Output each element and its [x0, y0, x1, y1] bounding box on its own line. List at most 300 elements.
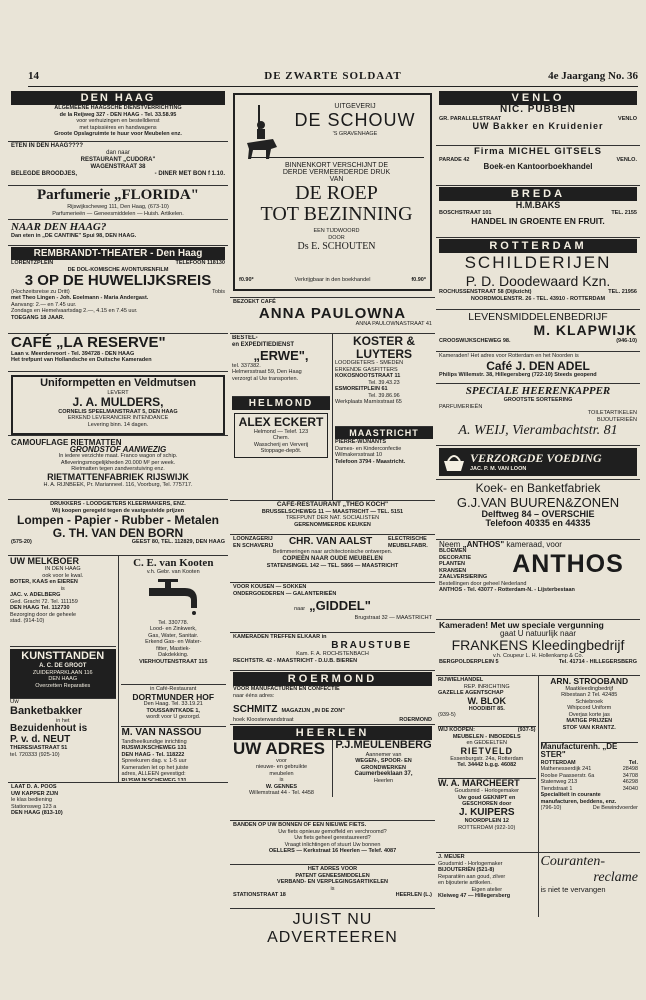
- ad-van-nassou: [121, 727, 227, 781]
- ad-neut: [10, 699, 116, 773]
- ad-line: Kam. F. A. ROCHSTENBACH: [296, 651, 369, 657]
- ad-line: BIJOUTERIËN (521-8): [438, 867, 495, 873]
- ad-line: KOKOSNOOTSTRAAT 11: [335, 373, 401, 380]
- ad-line: Goudsmid - Horlogemaker: [454, 788, 519, 795]
- ad-line: Roolse Paasserstr. 6a: [540, 772, 595, 779]
- ad-line: wordt voor U gezorgd.: [146, 714, 201, 721]
- ad-line: Groote Opslagruimte te huur voor Meubelen enz.: [54, 131, 182, 137]
- ad-line: LAAT D. A. POOS: [11, 784, 57, 790]
- ad-line: Goudsmid - Horlogemaker: [438, 860, 503, 867]
- ad-line: voor verhuizingen en bestelldienst: [76, 118, 160, 124]
- ad-line: BEZOEKT CAFÉ: [233, 299, 276, 305]
- ad-line: WAGENSTRAAT 38: [90, 164, 146, 170]
- ad-line: TREFPUNT DER NAT. SOCIALISTEN: [285, 515, 380, 521]
- ad-line: CROOSWIJKSCHEWEG 98.: [439, 337, 511, 344]
- ad-heading: CHR. VAN AALST: [288, 536, 373, 548]
- ad-line: J. MEIJER: [438, 854, 465, 860]
- ad-strooband: [541, 677, 639, 743]
- ad-line: Het trefpunt van Hollandsche en Duitsche Kameraden: [11, 357, 152, 364]
- faucet-icon: [143, 578, 203, 618]
- ad-line: VERBAND- EN VERPLEGINGSARTIKELEN: [277, 879, 388, 885]
- ad-heading: G. TH. VAN DEN BORN: [52, 525, 184, 540]
- ad-line: met tapissières en handwagens: [79, 124, 157, 131]
- ad-line: RESTAURANT „CUDORA": [80, 157, 156, 163]
- ad-line: ERKENDE GASFITTERS: [335, 366, 398, 373]
- ad-heading: SPECIALE HEERENKAPPER: [465, 385, 611, 397]
- ad-heading: Manufacturenh. „DE STER": [540, 743, 618, 760]
- ad-line: Helmersstraat 59, Den Haag: [232, 369, 302, 376]
- ad-line: ROTTERDAM (922-10): [458, 824, 516, 831]
- ad-line: is: [60, 585, 65, 592]
- ad-van-kooten: [121, 557, 227, 685]
- ad-heading: W. BLOK: [467, 695, 506, 706]
- author-name: Ds E. SCHOUTEN: [297, 241, 376, 252]
- ad-line: DEN HAAG (813-10): [11, 810, 63, 816]
- ad-heading: DORTMUNDER HOF: [132, 691, 215, 702]
- ad-line: KRANSEN: [439, 567, 467, 574]
- banner-heerlen: HEERLEN: [233, 726, 432, 740]
- column-middle: [230, 90, 435, 947]
- ad-line: Bestellingen door geheel Nederland: [439, 580, 527, 587]
- ad-line: TOUSSAINTKADE 1,: [146, 707, 200, 714]
- ad-line: DECORATIE: [439, 554, 471, 561]
- ad-line: Kameraden let op het juiste: [121, 764, 189, 771]
- ad-line: GESCHOREN door: [462, 801, 512, 808]
- ad-line: H. A. RIJNBEEK, Pr. Marianneel. 116, Voorburg, Tel. 775717.: [43, 481, 193, 488]
- footer-slogan: JUIST NU ADVERTEEREN: [267, 911, 398, 946]
- ad-line: Aannemer van: [365, 751, 402, 758]
- ad-heading: RIETVELD: [460, 745, 513, 756]
- ad-baks: [436, 186, 640, 238]
- ad-line: Schiebroek: [575, 698, 604, 705]
- ad-braustube: [230, 633, 435, 671]
- ad-line: ONDERGOEDEREN — GALANTERIEËN: [233, 590, 337, 597]
- book-title: TOT BEZINNING: [260, 203, 413, 225]
- ad-heading: H.M.BAKS: [515, 200, 561, 210]
- ad-line: Ged. Gracht 72. Tel. 111159: [10, 598, 78, 605]
- ad-heading: Firma MICHEL GITSELS: [473, 146, 603, 157]
- food-basket-icon: [442, 451, 466, 473]
- banner-maastricht: MAASTRICHT: [335, 427, 433, 439]
- ad-line: en bijouterie artikelen.: [438, 880, 492, 886]
- ad-heading: ARN. STROOBAND: [550, 677, 629, 686]
- ad-theo-koch: [230, 501, 435, 535]
- ad-line: COPIEËN NAAR OUDE MEUBELEN: [282, 555, 383, 562]
- ad-line: Rietmatten tegen zandverstuiving enz.: [71, 466, 165, 472]
- ad-weij: [436, 384, 640, 446]
- ad-line: GR. PARALLELSTRAAT: [439, 115, 502, 122]
- ad-de-ster: [541, 743, 639, 847]
- anthos-logo: ANTHOS: [512, 550, 624, 579]
- ad-line: BELEGDE BROODJES,: [11, 171, 78, 177]
- ad-line: Tiendstraat 1: [540, 785, 573, 792]
- ad-line: ROERMOND: [399, 717, 432, 723]
- ad-line: Neem: [439, 540, 461, 549]
- ad-line: WEGEN-, SPOOR- EN: [355, 758, 412, 765]
- ad-line: Wilmakersstraat 10: [335, 452, 383, 458]
- ad-heading: W. A. MARCHEERT: [438, 779, 520, 788]
- ad-line: MEUBELEN - INBOEDELS: [452, 733, 521, 740]
- ad-line: kameraad, voor: [506, 540, 562, 549]
- ad-line: tel. 337382.: [232, 362, 261, 369]
- ad-heading: M. VAN NASSOU: [121, 727, 202, 738]
- ad-van-buuren: [436, 480, 640, 540]
- ad-van-den-born: [8, 500, 228, 556]
- ad-line: hoek Kloosterwandstraat: [233, 717, 294, 723]
- ad-line: BRUSSELSCHEWEG 11 — MAASTRICHT — TEL. 5151: [261, 508, 404, 515]
- ad-line: PLANTEN: [439, 561, 465, 567]
- ad-schmitz: [230, 671, 435, 725]
- ad-line: Dakdekking.: [158, 652, 189, 658]
- ad-meijer: [436, 853, 539, 917]
- ad-line: Dames- en Kinderconfectie: [335, 445, 402, 452]
- ad-line: Levering binn. 14 dagen.: [87, 421, 149, 428]
- ad-line: ELECTRISCHE MEUBELFABR.: [388, 536, 428, 549]
- ad-line: RIJWIELHANDEL: [438, 677, 484, 683]
- ad-koster-luyters: [335, 335, 433, 427]
- column-left: [8, 90, 228, 823]
- ad-line: Uw fiets geheel gerestaureerd?: [294, 835, 371, 841]
- ad-doodewaard: [436, 238, 640, 310]
- ad-line: TEL. 2155: [611, 210, 637, 217]
- ad-line: Eigen atelier: [471, 886, 503, 893]
- ad-line: OELLERS — Kerkstraat 16 Heerlen — Telef. 4087: [268, 848, 397, 854]
- banner-venlo: VENLO: [439, 91, 637, 105]
- ad-line: ANTHOS - Tel. 43077 - Rotterdam-N. - Lijsterbestaan: [439, 587, 575, 593]
- ad-heading: Parfumerie „FLORIDA": [36, 187, 200, 203]
- ad-line: MATIGE PRIJZEN: [566, 718, 613, 725]
- ad-line: CAFÉ-RESTAURANT „THEO KOCH": [276, 501, 389, 508]
- ad-line: HET ADRES VOOR: [307, 866, 358, 872]
- ad-line: ZAALVERSIERING: [439, 574, 488, 580]
- page-number: 14: [28, 70, 39, 82]
- ad-line: BESTEL-: [232, 335, 258, 341]
- ad-erwe: [232, 335, 330, 397]
- ad-line: Caumerbeeklaan 37,: [354, 771, 413, 778]
- ad-de-schouw: [230, 90, 435, 298]
- ad-line: 'S GRAVENHAGE: [332, 131, 378, 137]
- ad-pierre-wijnants: [335, 427, 433, 493]
- ad-line: Mathenesserdijk 241: [540, 766, 592, 773]
- ad-heading: P.J.MEULENBERG: [335, 739, 432, 751]
- ad-camouflage-rietmatten: [8, 438, 228, 500]
- ad-line: (575-20): [11, 539, 32, 546]
- ad-line: Heerlen: [373, 778, 394, 785]
- ad-line: „ANTHOS": [462, 540, 505, 549]
- ad-line: is: [330, 885, 335, 892]
- ad-line: Brugstraat 32 — MAASTRICHT: [354, 615, 432, 621]
- ad-line: Specialiteit in courante: [540, 792, 601, 799]
- ad-line: Ribestaan 2 Tel. 42485: [561, 692, 618, 699]
- ad-line: VAN: [329, 176, 344, 183]
- ad-line: ANNA PAULOWNASTRAAT 41: [355, 321, 432, 328]
- ad-line: BINNENKORT VERSCHIJNT DE: [284, 162, 389, 169]
- ad-line: W. GENNES: [265, 783, 298, 790]
- ad-line: is: [279, 777, 284, 784]
- ad-heading: SCHILDERIJEN: [464, 253, 612, 272]
- ad-heading: ETEN IN DEN HAAG????: [11, 143, 83, 149]
- ad-anna-paulowna: [230, 298, 435, 334]
- ad-line: Helmond — Telef. 123: [253, 428, 309, 435]
- ad-line: Dan eten in „DE CANTINE" Spui 98, DEN HAAG.: [11, 233, 137, 239]
- ad-frankens: [436, 620, 640, 676]
- ad-line: 28498: [622, 766, 638, 773]
- ad-line: NOORDPLEIN 12: [464, 818, 509, 825]
- ad-line: JAC. P. M. VAN LOON: [470, 466, 527, 473]
- ad-line: VENLO: [618, 115, 637, 122]
- ad-gitsels: [436, 146, 640, 186]
- ad-line: Whipcord Uniform: [567, 705, 612, 712]
- ad-line: BLOEMEN: [439, 548, 467, 554]
- ad-line: Wasscherij en Ververij: [253, 441, 309, 448]
- ad-line: v.h. Gebr. van Kooten: [146, 569, 200, 575]
- ad-line: GEEST 80, TEL. 112829, DEN HAAG: [131, 539, 225, 546]
- ad-heading: CAFÉ „LA RESERVE": [11, 334, 166, 351]
- ad-line: Werkplaats Marnixstraat 65: [335, 399, 402, 406]
- ad-verzorgde-voeding: [436, 446, 640, 480]
- ad-line: THERESIASTRAAT 51: [10, 745, 68, 752]
- ad-oellers: [230, 821, 435, 865]
- ad-line: TOEGANG 18 JAAR.: [11, 314, 65, 321]
- ad-line: REP. INRICHTING: [463, 683, 510, 690]
- ad-heading: SCHMITZ: [233, 704, 278, 715]
- ad-heading: FRANKENS Kleedingbedrijf: [451, 636, 625, 653]
- ad-couranten-reclame: [539, 853, 641, 917]
- ad-line: Overjas korte jas: [568, 711, 610, 718]
- ad-line: Statenweg 213: [540, 779, 578, 786]
- ad-cudora: [8, 142, 228, 186]
- ad-line: DEN HAAG - Tel. 118222: [121, 751, 185, 758]
- ad-line: Laan v. Meerdervoort - Tel. 394728 - DEN HAAG: [11, 350, 135, 357]
- ad-line: PIERRE-WIJNANTS: [335, 439, 387, 445]
- price: f0.90*: [411, 276, 426, 283]
- ad-line: dan naar: [106, 150, 130, 156]
- ad-marcheert: [438, 779, 536, 849]
- ad-line: STATENSINGEL 142 — TEL. 5866 — MAASTRICHT: [266, 562, 399, 569]
- ad-heading: KOSTER & LUYTERS: [352, 335, 415, 361]
- ad-heading: „GIDDEL": [309, 598, 371, 613]
- ad-line: GROOTSTE SORTEERING: [503, 397, 573, 403]
- ad-line: 46298: [622, 779, 638, 786]
- ad-line: ERKEND LEVERANCIER INTENDANCE: [67, 415, 169, 422]
- ad-den-adel: [436, 352, 640, 384]
- ad-line: HEERLEN (L.): [395, 892, 432, 898]
- ad-heading: C. E. van Kooten: [133, 557, 214, 569]
- ad-line: nieuwe- en gebruikte: [255, 764, 308, 771]
- publisher-name: DE SCHOUW: [294, 110, 416, 130]
- ad-line: Parfumerieën — Geneesmiddelen — Huish. Artikelen.: [52, 210, 184, 217]
- ad-anthos: [436, 540, 640, 620]
- ad-line: meubelen: [269, 770, 294, 777]
- ad-heading: M. KLAPWIJK: [533, 322, 637, 338]
- ad-line: (937-5): [517, 727, 536, 733]
- ad-heading: 3 OP DE HUWELIJKSREIS: [24, 272, 212, 289]
- ad-line: Philips Willemstr. 38, Hillegersberg (722-10) Steeds geopend: [439, 372, 597, 379]
- ad-heading: UW MELKBOER: [10, 557, 79, 566]
- ad-line: Willemstraat 44 - Tel. 4458: [248, 790, 314, 797]
- ad-heading: RIETMATTENFABRIEK RIJSWIJK: [47, 471, 189, 482]
- ad-line: TELEFOON 118130: [175, 260, 225, 266]
- ad-line: naar: [294, 606, 306, 612]
- ad-line: - DINER MET BON f 1.10.: [154, 171, 225, 177]
- ad-heerlen: [230, 725, 435, 821]
- ad-line: Uw goud GEKNIPT en: [458, 794, 516, 801]
- ad-line: EN SCHAVERIJ: [233, 542, 274, 549]
- ad-line: DOOR: [328, 234, 345, 241]
- ad-line: DRUKKERS - LOODGIETERS KLEERMAKERS, ENZ.: [50, 501, 186, 507]
- ad-line: De Bewindvoerder: [592, 805, 638, 812]
- ad-line: NOORDMOLENSTR. 26 - TEL. 43910 - ROTTERDAM: [470, 295, 606, 302]
- ad-line: ook voor le kwal.: [42, 572, 84, 579]
- ad-klapwijk: [436, 310, 640, 352]
- ad-line: EEN TIJDWOORD: [313, 228, 360, 234]
- ad-heading: KUNSTTANDEN: [21, 650, 105, 662]
- ad-heading: Café J. DEN ADEL: [486, 358, 590, 373]
- ad-heading: VERZORGDE VOEDING: [470, 451, 602, 466]
- ad-line: 34040: [622, 785, 638, 792]
- ad-line: BOSCHSTRAAT 101: [439, 210, 492, 217]
- horseman-logo-icon: [241, 103, 281, 163]
- banner-breda: BREDA: [439, 187, 637, 201]
- ad-line: fitter, Mastiek-: [156, 645, 191, 652]
- ad-line: CORNELIS SPEELMANSTRAAT 5, DEN HAAG: [58, 408, 178, 415]
- ad-line: verzorgt al Uw transporten.: [232, 375, 299, 382]
- column-right: [436, 90, 640, 917]
- ad-line: en GEDEELTEN: [466, 740, 508, 746]
- ad-line: (Hochzeitsreise zu Dritt): [11, 288, 70, 295]
- ad-line: STATIONSTRAAT 18: [233, 892, 286, 898]
- ad-line: Tel.: [628, 759, 638, 766]
- ad-line: met Theo Lingen - Joh. Eoelmann - Maria Andergast.: [11, 295, 149, 302]
- ad-heading: Bezuidenhout is: [10, 723, 88, 735]
- ad-line: Afleveringsmogelijkheden 20.000 M² per week.: [60, 459, 176, 466]
- ad-chr-van-aalst: [230, 535, 435, 583]
- ad-line: HANDEL IN GROENTE EN FRUIT.: [471, 215, 605, 226]
- ad-line: ROTTERDAM: [540, 759, 576, 766]
- ad-line: VENLO.: [616, 156, 637, 163]
- ad-line: (796-10): [540, 805, 562, 812]
- ad-line: Tel. 330778.: [158, 619, 189, 626]
- ad-line: TEL. 21956: [608, 289, 637, 295]
- ad-line: VIERHOUTENSTRAAT 115: [139, 658, 208, 665]
- ad-heading: P. v. d. NEUT: [10, 733, 71, 745]
- ad-line: Kameraden! Het adres voor Rotterdam en het Noorden is: [439, 353, 579, 359]
- ad-blok: [438, 677, 536, 727]
- banner-roermond: ROERMOND: [233, 672, 432, 686]
- ad-line: Den Haag. Tel. 33.19.21: [143, 701, 203, 708]
- ad-line: (939-5): [438, 712, 456, 719]
- ad-heading: UW ADRES: [233, 739, 325, 758]
- ad-line: RIJSWIJKSCHEWEG 131: [121, 777, 187, 781]
- ad-line: STOF VAN KRANTZ.: [562, 724, 616, 731]
- ad-line: Tandheelkundige inrichting: [121, 738, 187, 745]
- ad-line: A. C. DE GROOT: [39, 662, 87, 669]
- ad-line: UW Bakker en Kruidenier: [472, 121, 604, 131]
- ad-heading: NAAR DEN HAAG?: [11, 221, 107, 233]
- ad-line: LOONZAGERIJ: [233, 536, 273, 542]
- newspaper-title: DE ZWARTE SOLDAAT: [264, 70, 402, 82]
- ad-line: KAMERADEN TREFFEN ELKAAR in: [233, 634, 327, 640]
- ad-line: Gas, Water, Sanitair.: [148, 632, 199, 639]
- ad-line: le klas bediening: [11, 797, 52, 803]
- ad-line: ROCHUSSENSTRAAT 58 (Dijkzicht): [439, 289, 532, 295]
- ad-line: Erkend Gas- en Water-: [145, 639, 202, 645]
- ad-line: UW KAPPER ZIJN: [11, 790, 59, 797]
- price: f0.90*: [239, 276, 254, 283]
- ad-line: Tobis: [212, 288, 225, 295]
- ad-line: Overzetten Reparaties: [35, 682, 91, 689]
- ad-line: manufacturen, beddens, enz.: [540, 798, 617, 805]
- ad-line: UITGEVERIJ: [334, 103, 376, 110]
- ad-kunsttanden: [10, 649, 116, 699]
- ad-line: RIJSWIJKSCHEWEG 131: [121, 745, 187, 751]
- ad-line: VOOR KOUSEN — SOKKEN: [233, 584, 307, 590]
- ad-line: stad. (914-10): [10, 618, 45, 625]
- ad-heading: Banketbakker: [10, 705, 83, 717]
- ad-line: IN DEN HAAG: [44, 566, 81, 573]
- ad-line: naar ééns adres:: [233, 692, 275, 699]
- ad-line: GERENOMMEERDE KEUKEN: [294, 521, 371, 528]
- ad-line: TOILETARTIKELEN: [587, 410, 637, 416]
- ad-heading: CAMOUFLAGE RIETMATTEN: [11, 438, 122, 447]
- ad-heading: P. D. Doodewaard Kzn.: [465, 273, 611, 289]
- ad-line: Tel. 39.86.96: [368, 392, 400, 399]
- ad-line: is niet te vervangen: [540, 885, 606, 894]
- ad-line: ESMOREITPLEIN 61: [335, 386, 388, 393]
- ad-heading: Uniformpetten en Veldmutsen: [40, 377, 196, 389]
- ad-line: LEVERT: [107, 389, 129, 396]
- ad-line: Boek-en Kantoorboekhandel: [483, 162, 593, 172]
- ad-line: JAC. v. ADELBERG: [10, 592, 61, 599]
- ad-line: in het: [56, 717, 70, 724]
- ad-line: DEN HAAG Tel. 112730: [10, 605, 70, 612]
- ad-heading: ALEX ECKERT: [238, 415, 324, 429]
- ad-line: MAGAZIJN „IN DE ZON": [281, 708, 345, 714]
- ad-line: (946-10): [616, 337, 637, 344]
- ad-heading: BRAUSTUBE: [331, 639, 412, 651]
- ad-line: tel. 720333 (925-10): [10, 751, 60, 758]
- ad-heading: A. WEIJ, Vierambachtstr. 81: [458, 423, 618, 438]
- ad-heading: Couranten-: [540, 854, 606, 869]
- ad-poos: [8, 783, 228, 823]
- ad-mulders: [8, 374, 228, 436]
- issue-number: 4e Jaargang No. 36: [548, 70, 638, 82]
- ad-cantine: [8, 220, 228, 246]
- ad-line: Tel. 41714 - HILLEGERSBERG: [558, 659, 637, 666]
- ad-line: Uw fiets opnieuw gemoffeld en verchroomd?: [278, 828, 387, 835]
- ad-giddel: [230, 583, 435, 633]
- ad-line: In iedere verzichte maat. Franco wagon of schip.: [58, 453, 178, 459]
- ad-line: Maatkleedingbedrijf: [565, 685, 614, 692]
- ad-line: BIJOUTERIEËN: [596, 416, 637, 423]
- ad-line: HOODIBIT 85.: [468, 705, 505, 712]
- ad-line: de la Reijweg 327 - DEN HAAG - Tel. 33.58.95: [59, 111, 177, 118]
- banner-rotterdam: ROTTERDAM: [439, 239, 637, 253]
- ad-line: WIJ KOOPEN:: [438, 727, 475, 733]
- ad-line: adres, ALLEEN gevestigd:: [121, 771, 186, 777]
- ad-line: 34708: [622, 772, 638, 779]
- ad-heading: LEVENSMIDDELENBEDRIJF: [468, 311, 608, 323]
- ad-line: Wij koopen geregeld tegen de vastgestelde prijzen: [52, 507, 184, 514]
- ad-line: Tel. 34442 b.g.g. 46082: [457, 762, 517, 769]
- ad-heading: Koek- en Banketfabriek: [475, 481, 601, 495]
- ad-line: PARADE 42: [439, 156, 470, 163]
- ad-den-haag-dienstverrichting: [8, 90, 228, 142]
- ad-heading: GRONDSTOF AANWEZIG: [69, 445, 167, 454]
- ad-line: voor: [276, 757, 287, 764]
- ad-line: Zondags en Hemelvaartsdag 2.—, 4.15 en 7.45 uur.: [11, 308, 138, 315]
- book-title: DE ROEP: [295, 182, 378, 204]
